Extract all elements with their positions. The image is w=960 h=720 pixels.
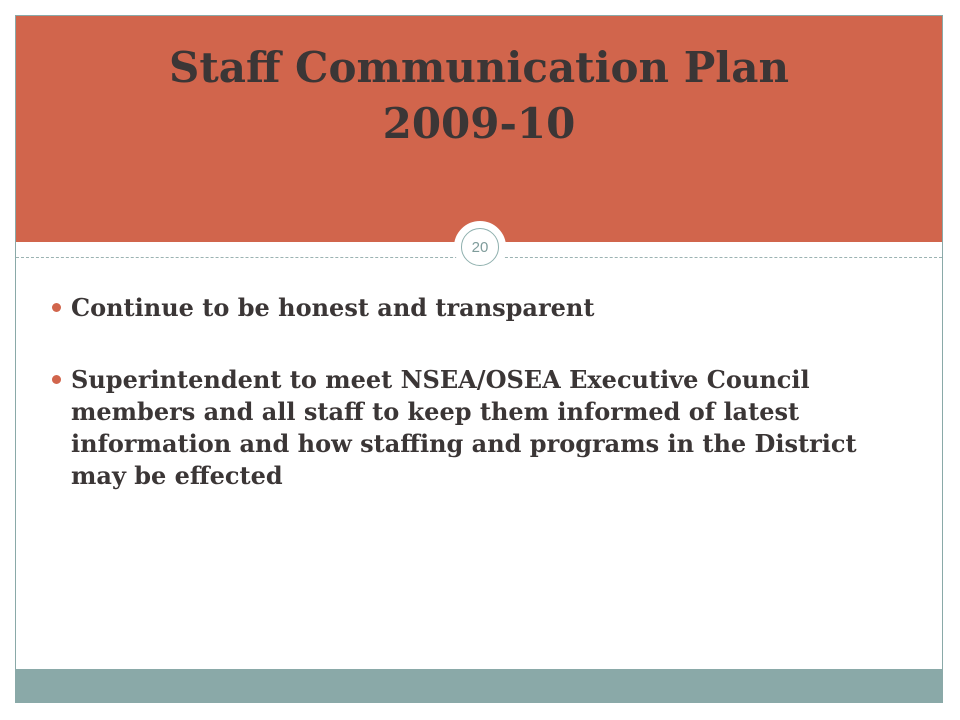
slide-number-badge — [454, 221, 506, 273]
slide — [15, 15, 943, 703]
slide-title — [16, 40, 942, 152]
bullet-item — [52, 364, 912, 492]
footer-band — [16, 669, 942, 702]
bullet-text: Continue to be honest and transparent — [71, 293, 595, 322]
bullet-item — [52, 292, 912, 324]
bullet-icon — [52, 375, 61, 384]
slide-number: 20 — [461, 228, 499, 266]
bullet-text: Superintendent to meet NSEA/OSEA Executive Council members and all staff to keep them informed of latest information and how staffing and programs in the District may be effected — [71, 365, 857, 490]
slide-title-line-1: Staff Communication Plan — [169, 43, 789, 92]
bullet-icon — [52, 303, 61, 312]
slide-title-line-2: 2009-10 — [382, 99, 576, 148]
bullet-list — [52, 292, 912, 532]
